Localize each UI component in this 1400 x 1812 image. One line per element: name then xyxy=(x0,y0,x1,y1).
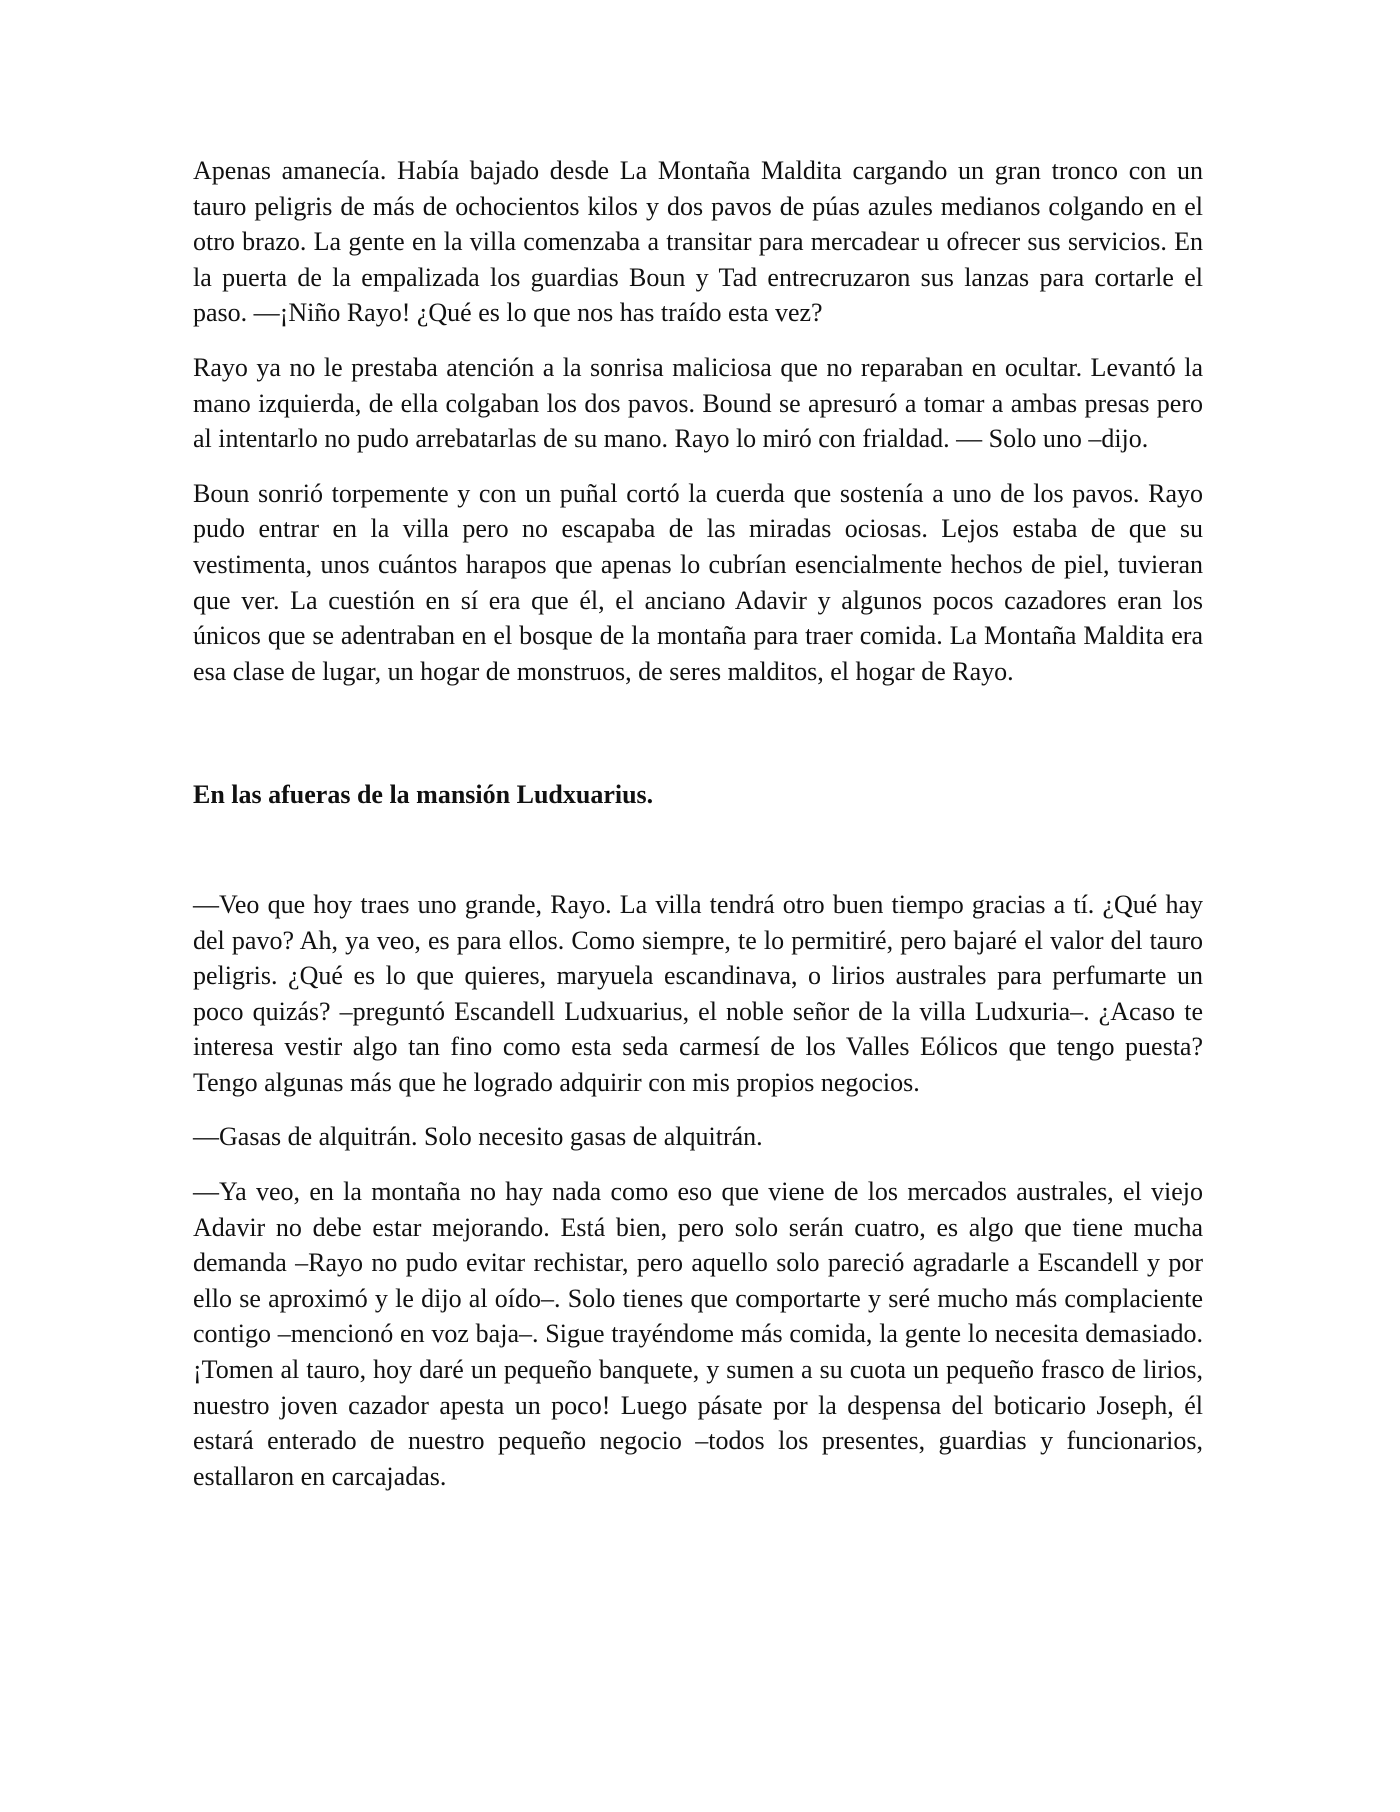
paragraph-cursed-mountain: Boun sonrió torpemente y con un puñal cortó la cuerda que sostenía a uno de los pavos. Rayo pudo entrar en la villa pero no escapaba de las miradas ociosas. Lejos estaba de que su vestimenta, unos cuántos harapos que apenas lo cubrían esencialmente hechos de piel, tuvieran que ver. La cuestión en sí era que él, el anciano Adavir y algunos pocos cazadores eran los únicos que se adentraban en el bosque de la montaña para traer comida. La Montaña Maldita era esa clase de lugar, un hogar de monstruos, de seres malditos, el hogar de Rayo. xyxy=(193,478,1203,686)
paragraph-escandell-offer: —Veo que hoy traes uno grande, Rayo. La villa tendrá otro buen tiempo gracias a tí. ¿Qué hay del pavo? Ah, ya veo, es para ellos. Como siempre, te lo permitiré, pero bajaré el valor del tauro peligris. ¿Qué es lo que quieres, maryuela escandinava, o lirios australes para perfumarte un poco quizás? –preguntó Escandell Ludxuarius, el noble señor de la villa Ludxuria–. ¿Acaso te interesa vestir algo tan fino como esta seda carmesí de los Valles Eólicos que tengo puesta? Tengo algunas más que he logrado adquirir con mis propios negocios. xyxy=(193,889,1203,1097)
paragraph-escandell-deal: —Ya veo, en la montaña no hay nada como eso que viene de los mercados australes, el viejo Adavir no debe estar mejorando. Está bien, pero solo serán cuatro, es algo que tiene mucha demanda –Rayo no pudo evitar rechistar, pero aquello solo pareció agradarle a Escandell y por ello se aproximó y le dijo al oído–. Solo tienes que comportarte y seré mucho más complaciente contigo –mencionó en voz baja–. Sigue trayéndome más comida, la gente lo necesita demasiado. ¡Tomen al tauro, hoy daré un pequeño banquete, y sumen a su cuota un pequeño frasco de lirios, nuestro joven cazador apesta un poco! Luego pásate por la despensa del boticario Joseph, él estará enterado de nuestro pequeño negocio –todos los presentes, guardias y funcionarios, estallaron en carcajadas. xyxy=(193,1177,1203,1491)
section-heading: En las afueras de la mansión Ludxuarius. xyxy=(193,780,654,810)
paragraph-arrival: Apenas amanecía. Había bajado desde La Montaña Maldita cargando un gran tronco con un tauro peligris de más de ochocientos kilos y dos pavos de púas azules medianos colgando en el otro brazo. La gente en la villa comenzaba a transitar para mercadear u ofrecer sus servicios. En la puerta de la empalizada los guardias Boun y Tad entrecruzaron sus lanzas para cortarle el paso. —¡Niño Rayo! ¿Qué es lo que nos has traído esta vez? xyxy=(193,156,1203,328)
document-page xyxy=(193,153,1203,1513)
paragraph-rayo-reply: —Gasas de alquitrán. Solo necesito gasas de alquitrán. xyxy=(193,1122,763,1152)
paragraph-rayo-turkeys: Rayo ya no le prestaba atención a la sonrisa maliciosa que no reparaban en ocultar. Levantó la mano izquierda, de ella colgaban los dos pavos. Bound se apresuró a tomar a ambas presas pero al intentarlo no pudo arrebatarlas de su mano. Rayo lo miró con frialdad. — Solo uno –dijo. xyxy=(193,352,1203,454)
